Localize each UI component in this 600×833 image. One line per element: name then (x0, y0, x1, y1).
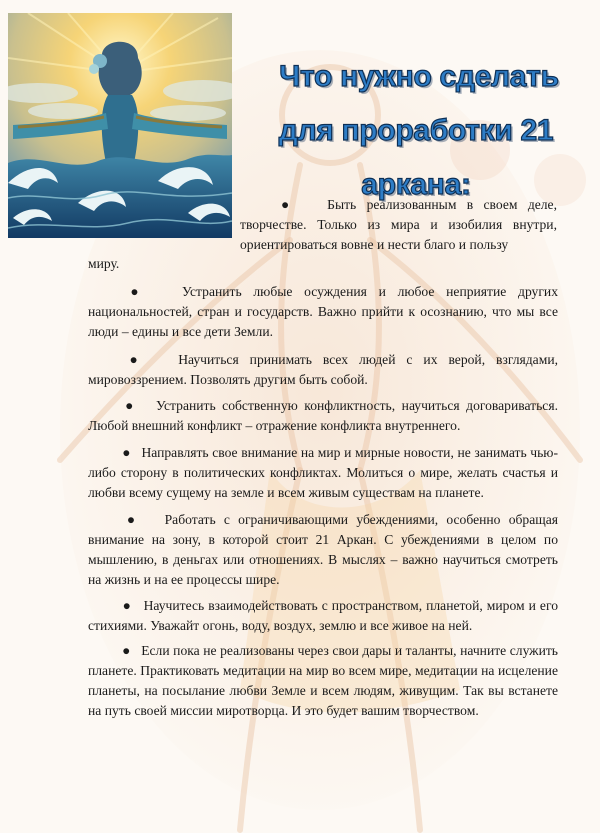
paragraph-8-text: Если пока не реализованы через свои дары и таланты, начните служить планете. Практиковать медитации на мир во всем мире, медитации на исцеление планеты, на посылание любви Земле и всем людям, живущим. Так вы встанете на путь своей миссии миротворца. И это будет вашим творчеством. (88, 643, 558, 718)
bullet: ● (122, 445, 131, 460)
paragraph-3 (88, 350, 558, 390)
bullet: ● (122, 643, 131, 658)
bullet: ● (122, 398, 137, 413)
paragraph-7 (88, 596, 558, 636)
paragraph-3-text: Научиться принимать всех людей с их верой, взглядами, мировоззрением. Позволять другим быть собой. (88, 352, 558, 387)
page-title (236, 50, 596, 212)
paragraph-1 (240, 195, 557, 255)
title-line-1: Что нужно сделать (279, 60, 559, 93)
bullet: ● (122, 284, 147, 299)
paragraph-4-text: Устранить собственную конфликтность, научиться договариваться. Любой внешний конфликт – отражение конфликта внутреннего. (88, 398, 558, 433)
paragraph-6 (88, 510, 558, 590)
paragraph-4 (88, 396, 558, 436)
paragraph-2 (88, 282, 558, 342)
paragraph-5 (88, 443, 558, 503)
paragraph-5-text: Направлять свое внимание на мир и мирные новости, не занимать чью-либо сторону в политических конфликтах. Молиться о мире, желать счастья и любви всему сущему на земле и всем живым существам на планете. (88, 445, 558, 500)
paragraph-6-text: Работать с ограничивающими убеждениями, особенно обращая внимание на зону, в которой стоит 21 Аркан. С убеждениями в целом по мышлению, в деньгах или отношениях. В мыслях – важно научиться смотреть на жизнь и на ее процессы шире. (88, 512, 558, 587)
title-line-2: для проработки 21 аркана: (278, 114, 554, 201)
bullet: ● (122, 352, 146, 367)
paragraph-1-end: миру. (88, 256, 120, 271)
hero-illustration (8, 13, 232, 238)
bullet: ● (122, 598, 132, 613)
bullet: ● (122, 512, 140, 527)
paragraph-7-text: Научитесь взаимодействовать с пространством, планетой, миром и его стихиями. Уважайт огонь, воду, воздух, землю и все живое на ней. (88, 598, 558, 633)
paragraph-1-text: Быть реализованным в своем деле, творчестве. Только из мира и изобилия внутри, ориентироваться вовне и нести благо и пользу (240, 197, 557, 252)
paragraph-1-continuation (88, 254, 558, 274)
paragraph-8 (88, 641, 558, 721)
paragraph-2-text: Устранить любые осуждения и любое неприятие других национальностей, стран и государств. Важно прийти к осознанию, что мы все люди – едины и все дети Земли. (88, 284, 559, 339)
bullet: ● (274, 197, 297, 212)
